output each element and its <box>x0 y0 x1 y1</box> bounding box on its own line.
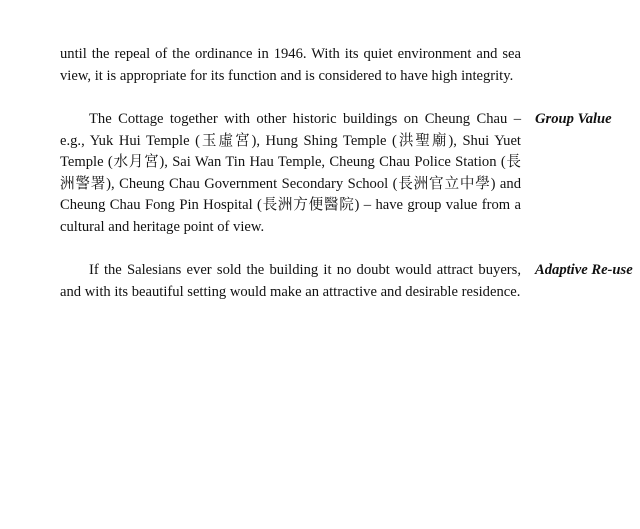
paragraph-adaptive-reuse: If the Salesians ever sold the building it no doubt would attract buyers, and with its beautiful setting would make an attractive and desirable residence. <box>60 262 521 300</box>
side-heading-group-value: Group Value <box>535 111 612 127</box>
paragraph-group-value: The Cottage together with other historic buildings on Cheung Chau – e.g., Yuk Hui Temple (玉虛宮), Hung Shing Temple (洪聖廟), Shui Yuet Temple (水月宮), Sai Wan Tin Hau Temple, Cheung Chau Police Station (長洲警署), Cheung Chau Government Secondary School (長洲官立中學) and Cheung Chau Fong Pin Hospital (長洲方便醫院) – have group value from a cultural and heritage point of view. <box>60 111 521 235</box>
paragraph-integrity: until the repeal of the ordinance in 1946. With its quiet environment and sea view, it is appropriate for its function and is considered to have high integrity. <box>60 46 521 84</box>
side-heading-adaptive-reuse: Adaptive Re-use <box>535 262 633 278</box>
